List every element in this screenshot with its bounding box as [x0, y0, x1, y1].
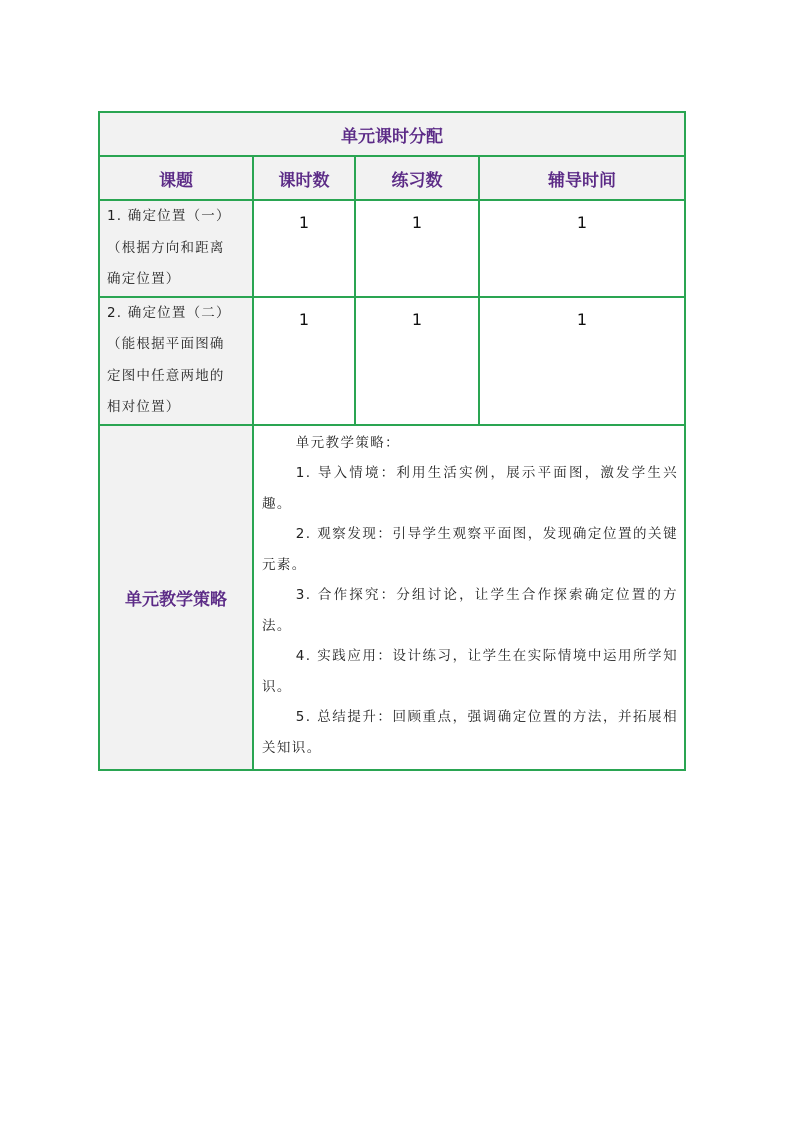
topic-line: （根据方向和距离 — [107, 239, 225, 256]
strategy-heading: 单元教学策略： — [295, 434, 401, 451]
strategy-content — [253, 425, 685, 770]
topic-line: 确定位置） — [107, 271, 181, 287]
header-topic: 课题 — [99, 156, 253, 200]
table-title: 单元课时分配 — [99, 112, 685, 156]
topic-cell — [99, 200, 253, 297]
strategy-label: 单元教学策略 — [99, 425, 253, 770]
table-row — [99, 200, 685, 297]
topic-cell — [99, 297, 253, 425]
topic-line: 定图中任意两地的 — [107, 367, 225, 384]
strategy-item: 4. 实践应用：设计练习，让学生在实际情境中运用所学知识。 — [262, 648, 678, 695]
hours-value: 1 — [253, 297, 355, 425]
exercises-value: 1 — [355, 200, 479, 297]
topic-line: 1. 确定位置（一） — [107, 208, 231, 224]
header-exercises: 练习数 — [355, 156, 479, 200]
strategy-item: 5. 总结提升：回顾重点，强调确定位置的方法，并拓展相关知识。 — [262, 709, 678, 756]
header-tutoring: 辅导时间 — [479, 156, 685, 200]
header-hours: 课时数 — [253, 156, 355, 200]
strategy-row — [99, 425, 685, 770]
lesson-allocation-table — [98, 111, 686, 771]
exercises-value: 1 — [355, 297, 479, 425]
hours-value: 1 — [253, 200, 355, 297]
strategy-item: 1. 导入情境：利用生活实例，展示平面图，激发学生兴趣。 — [262, 465, 678, 512]
tutoring-value: 1 — [479, 200, 685, 297]
topic-line: （能根据平面图确 — [107, 336, 225, 352]
strategy-item: 2. 观察发现：引导学生观察平面图，发现确定位置的关键元素。 — [262, 526, 678, 573]
topic-line: 2. 确定位置（二） — [107, 304, 231, 321]
topic-line: 相对位置） — [107, 399, 181, 415]
tutoring-value: 1 — [479, 297, 685, 425]
strategy-item: 3. 合作探究：分组讨论，让学生合作探索确定位置的方法。 — [262, 587, 678, 634]
table-row — [99, 297, 685, 425]
